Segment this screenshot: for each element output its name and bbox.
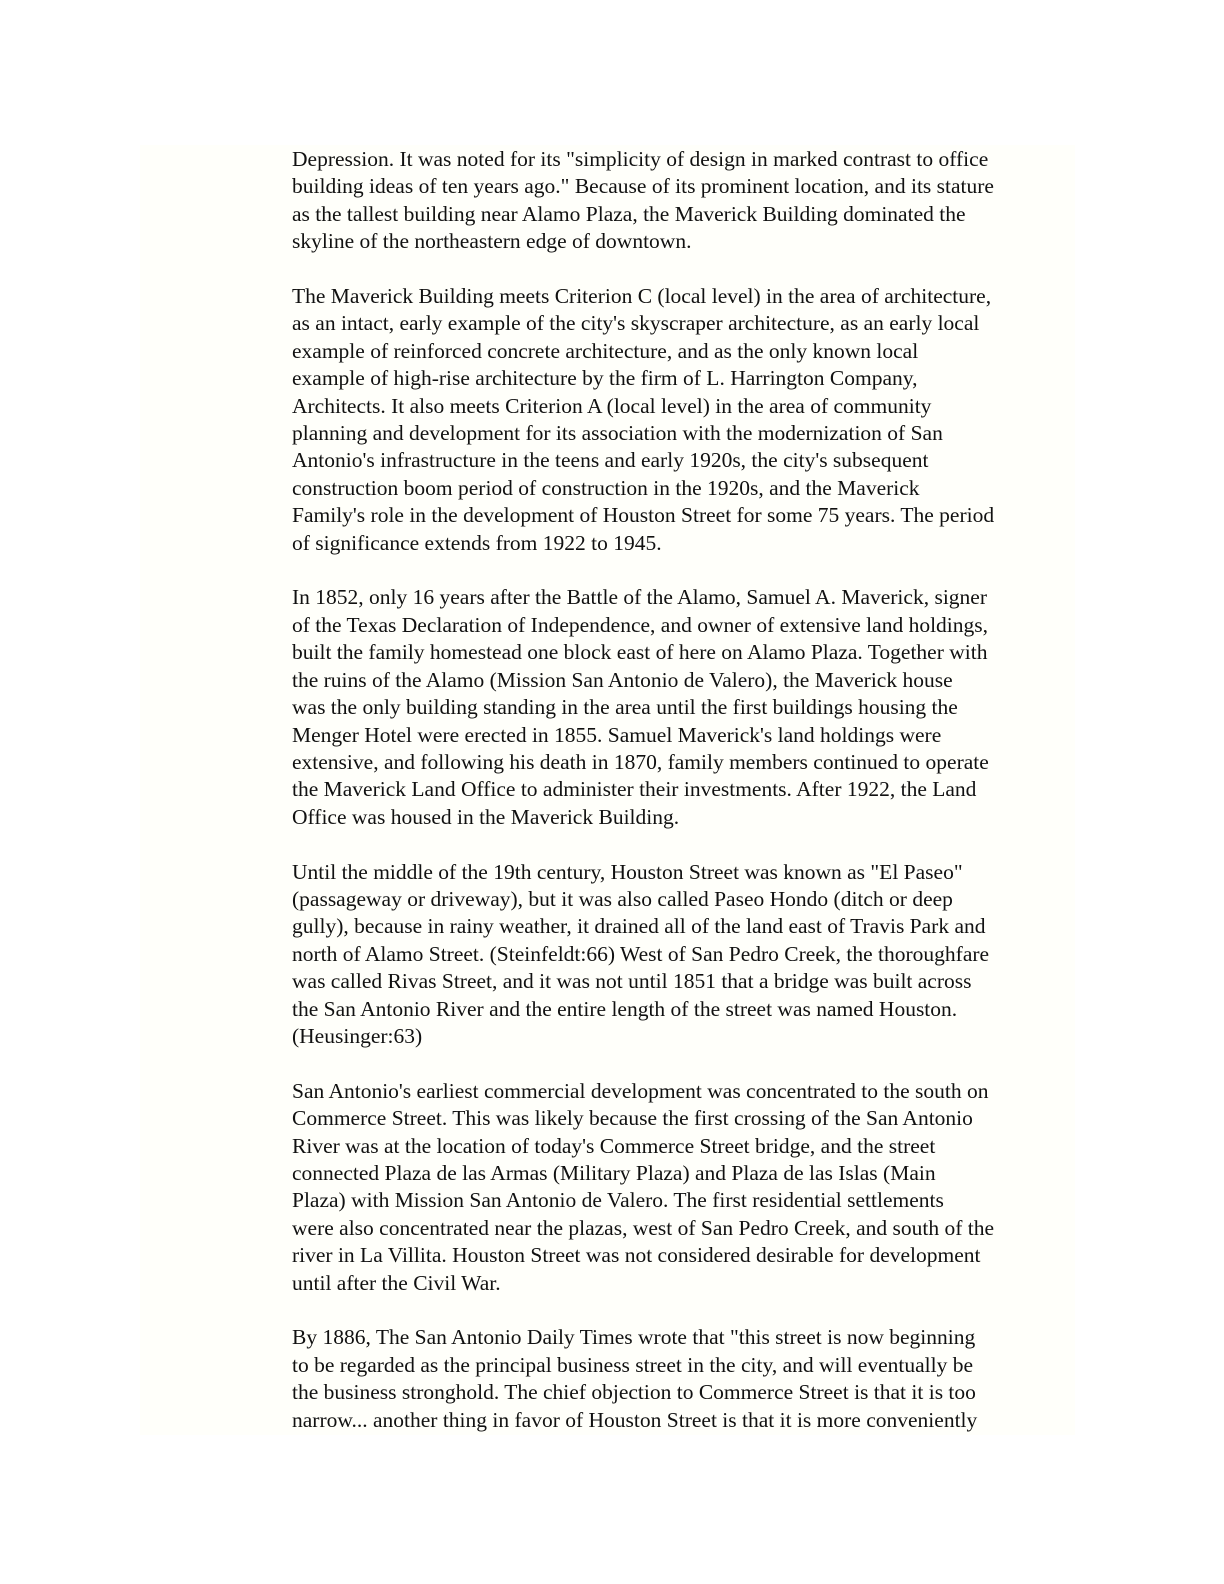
text-line: San Antonio's earliest commercial development was concentrated to the south on — [292, 1078, 989, 1103]
text-line: In 1852, only 16 years after the Battle of the Alamo, Samuel A. Maverick, signer — [292, 585, 987, 610]
text-line: Plaza) with Mission San Antonio de Valero. The first residential settlements — [292, 1188, 944, 1213]
text-line: to be regarded as the principal business street in the city, and will eventually be — [292, 1352, 974, 1377]
text-line: was called Rivas Street, and it was not until 1851 that a bridge was built across — [292, 969, 972, 994]
text-line: the Maverick Land Office to administer their investments. After 1922, the Land — [292, 777, 977, 802]
text-line: By 1886, The San Antonio Daily Times wrote that "this street is now beginning — [292, 1325, 976, 1350]
text-line: as an intact, early example of the city's skyscraper architecture, as an early local — [292, 311, 980, 336]
text-line: The Maverick Building meets Criterion C (local level) in the area of architecture, — [292, 284, 992, 309]
text-line: was the only building standing in the area until the first buildings housing the — [292, 695, 958, 720]
text-line: (passageway or driveway), but it was also called Paseo Hondo (ditch or deep — [292, 886, 953, 911]
text-line: planning and development for its association with the modernization of San — [292, 421, 943, 446]
text-line: Architects. It also meets Criterion A (local level) in the area of community — [292, 393, 932, 418]
text-line: the business stronghold. The chief objection to Commerce Street is that it is too — [292, 1380, 976, 1405]
text-line: Commerce Street. This was likely because the first crossing of the San Antonio — [292, 1106, 973, 1131]
text-line: River was at the location of today's Commerce Street bridge, and the street — [292, 1133, 936, 1158]
paragraph-3 — [292, 584, 1082, 831]
text-line: connected Plaza de las Armas (Military Plaza) and Plaza de las Islas (Main — [292, 1160, 936, 1185]
text-line: gully), because in rainy weather, it drained all of the land east of Travis Park and — [292, 914, 986, 939]
text-line: Office was housed in the Maverick Building. — [292, 804, 680, 829]
paragraph-4 — [292, 859, 1082, 1051]
text-line: (Heusinger:63) — [292, 1023, 423, 1048]
text-line: were also concentrated near the plazas, west of San Pedro Creek, and south of the — [292, 1215, 995, 1240]
document-body — [292, 146, 1082, 1461]
text-line: of the Texas Declaration of Independence, and owner of extensive land holdings, — [292, 612, 989, 637]
text-line: example of high-rise architecture by the firm of L. Harrington Company, — [292, 366, 918, 391]
text-line: river in La Villita. Houston Street was not considered desirable for development — [292, 1243, 981, 1268]
text-line: as the tallest building near Alamo Plaza, the Maverick Building dominated the — [292, 201, 966, 226]
text-line: extensive, and following his death in 1870, family members continued to operate — [292, 749, 989, 774]
text-line: the ruins of the Alamo (Mission San Antonio de Valero), the Maverick house — [292, 667, 953, 692]
text-line: Antonio's infrastructure in the teens and early 1920s, the city's subsequent — [292, 448, 929, 473]
text-line: Family's role in the development of Houston Street for some 75 years. The period — [292, 503, 995, 528]
text-line: Until the middle of the 19th century, Houston Street was known as "El Paseo" — [292, 859, 963, 884]
text-line: example of reinforced concrete architecture, and as the only known local — [292, 338, 919, 363]
paragraph-2 — [292, 283, 1082, 557]
text-line: until after the Civil War. — [292, 1270, 501, 1295]
text-line: skyline of the northeastern edge of downtown. — [292, 229, 692, 254]
text-line: narrow... another thing in favor of Houston Street is that it is more conveniently — [292, 1407, 978, 1432]
text-line: Menger Hotel were erected in 1855. Samuel Maverick's land holdings were — [292, 722, 942, 747]
paragraph-5 — [292, 1078, 1082, 1297]
text-line: north of Alamo Street. (Steinfeldt:66) West of San Pedro Creek, the thoroughfare — [292, 941, 990, 966]
text-line: Depression. It was noted for its "simplicity of design in marked contrast to office — [292, 147, 989, 171]
text-line: construction boom period of construction in the 1920s, and the Maverick — [292, 475, 920, 500]
text-line: of significance extends from 1922 to 1945. — [292, 530, 662, 555]
paragraph-6 — [292, 1324, 1082, 1434]
text-line: the San Antonio River and the entire length of the street was named Houston. — [292, 996, 958, 1021]
paragraph-1 — [292, 146, 1082, 256]
text-line: built the family homestead one block east of here on Alamo Plaza. Together with — [292, 640, 988, 665]
text-line: building ideas of ten years ago." Because of its prominent location, and its stature — [292, 174, 994, 199]
